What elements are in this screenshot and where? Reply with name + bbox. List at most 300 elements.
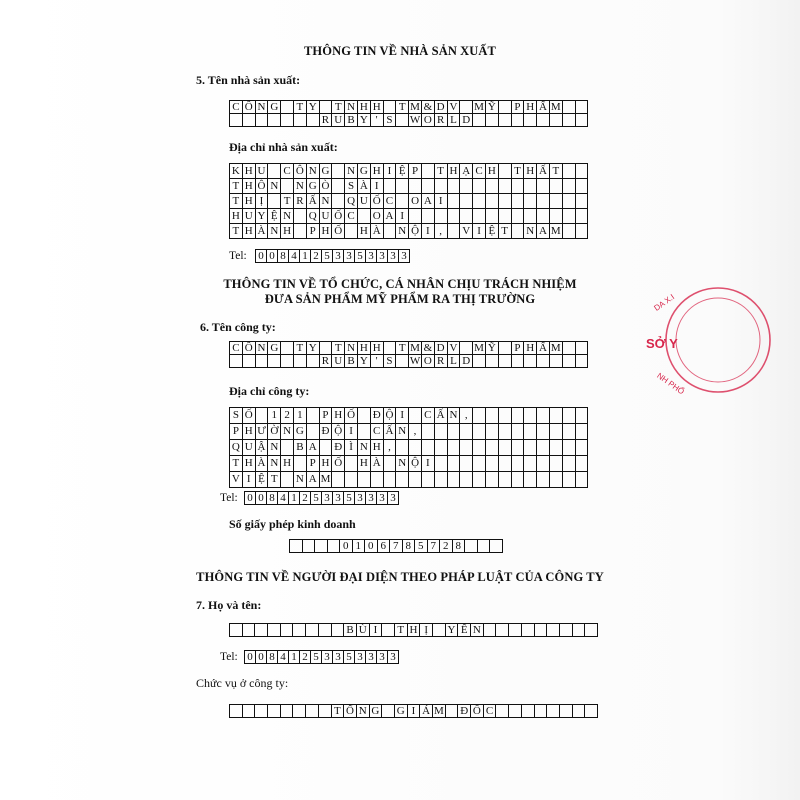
char-box: T <box>396 101 409 114</box>
char-box: P <box>307 456 320 472</box>
char-box <box>435 456 448 472</box>
char-box: N <box>320 194 333 209</box>
char-box <box>576 440 589 456</box>
char-box <box>307 408 320 424</box>
char-box <box>409 408 422 424</box>
char-box <box>358 472 371 488</box>
char-box: 3 <box>333 492 344 505</box>
char-box: Ố <box>345 408 358 424</box>
company-tel-grid <box>244 491 399 505</box>
char-box <box>547 624 560 637</box>
char-box: 3 <box>344 250 355 263</box>
char-box <box>499 342 512 355</box>
char-box <box>448 194 461 209</box>
legal-rep-name-label: 7. Họ và tên: <box>196 598 262 612</box>
char-box <box>550 472 563 488</box>
char-box <box>550 209 563 224</box>
char-box: 8 <box>267 651 278 664</box>
char-box <box>512 472 525 488</box>
char-box <box>435 179 448 194</box>
char-box <box>384 224 397 239</box>
char-box: Ị <box>420 624 433 637</box>
char-box <box>473 472 486 488</box>
char-box: Ỹ <box>486 101 499 114</box>
char-box: T <box>332 342 345 355</box>
char-box <box>281 624 294 637</box>
char-box: G <box>320 164 333 179</box>
char-box <box>422 424 435 440</box>
stamp-text-bottom: NH PHỐ <box>655 371 686 397</box>
char-box <box>281 472 294 488</box>
char-box: H <box>524 101 537 114</box>
char-box <box>563 164 576 179</box>
char-box <box>448 209 461 224</box>
char-box: T <box>499 224 512 239</box>
char-box: 3 <box>366 250 377 263</box>
char-box <box>576 456 589 472</box>
char-box <box>486 355 499 368</box>
char-box: I <box>371 179 384 194</box>
char-box: T <box>230 456 243 472</box>
char-box <box>448 440 461 456</box>
char-box: U <box>243 209 256 224</box>
char-box <box>537 194 550 209</box>
char-box: L <box>448 355 461 368</box>
char-box <box>522 624 535 637</box>
char-box: 8 <box>403 540 416 553</box>
char-box: Ẩ <box>537 101 550 114</box>
char-box: C <box>422 408 435 424</box>
char-box: O <box>422 355 435 368</box>
char-box: 5 <box>311 651 322 664</box>
char-box: 1 <box>289 492 300 505</box>
char-box: K <box>230 164 243 179</box>
char-box: T <box>395 624 408 637</box>
stamp-text-top: DA X.I <box>652 292 677 313</box>
char-box: H <box>281 456 294 472</box>
char-box <box>512 424 525 440</box>
char-box <box>563 179 576 194</box>
char-box: T <box>332 101 345 114</box>
char-box <box>320 342 333 355</box>
char-box: U <box>332 114 345 127</box>
char-box: P <box>409 164 422 179</box>
char-box <box>537 408 550 424</box>
char-box: Á <box>420 705 433 718</box>
char-box <box>460 456 473 472</box>
char-box: T <box>281 194 294 209</box>
char-box: A <box>422 194 435 209</box>
char-box: H <box>408 624 421 637</box>
char-box <box>576 164 589 179</box>
manufacturer-section-title: THÔNG TIN VỀ NHÀ SẢN XUẤT <box>303 44 496 58</box>
char-box <box>382 624 395 637</box>
char-box <box>435 209 448 224</box>
char-box: Đ <box>332 440 345 456</box>
char-box <box>499 440 512 456</box>
responsible-section-title-line2: ĐƯA SẢN PHẨM MỸ PHẨM RA THỊ TRƯỜNG <box>264 292 536 306</box>
char-box <box>396 440 409 456</box>
char-box: H <box>332 408 345 424</box>
char-box <box>573 705 586 718</box>
char-box <box>496 705 509 718</box>
char-box: 3 <box>388 651 399 664</box>
char-box <box>435 440 448 456</box>
char-box: P <box>307 224 320 239</box>
company-name-label: 6. Tên công ty: <box>200 320 276 334</box>
char-box <box>563 456 576 472</box>
char-box <box>499 456 512 472</box>
char-box <box>384 342 397 355</box>
char-box: 3 <box>322 492 333 505</box>
char-box <box>524 408 537 424</box>
char-box <box>563 209 576 224</box>
char-box: N <box>268 224 281 239</box>
char-box: N <box>524 224 537 239</box>
char-box <box>268 355 281 368</box>
char-box <box>473 408 486 424</box>
char-box: C <box>484 705 497 718</box>
char-box <box>486 194 499 209</box>
char-box: M <box>473 101 486 114</box>
char-box: N <box>268 179 281 194</box>
char-box: N <box>471 624 484 637</box>
char-box: D <box>460 114 473 127</box>
char-box: P <box>512 342 525 355</box>
char-box <box>281 440 294 456</box>
legal-rep-tel-grid <box>244 650 399 664</box>
char-box: 3 <box>399 250 410 263</box>
char-box: C <box>230 342 243 355</box>
char-box <box>537 440 550 456</box>
char-box: 2 <box>300 492 311 505</box>
char-box <box>473 440 486 456</box>
char-box <box>315 540 328 553</box>
char-box: T <box>294 342 307 355</box>
char-box: 5 <box>344 492 355 505</box>
char-box <box>496 624 509 637</box>
char-box: ' <box>371 114 384 127</box>
char-box: N <box>357 705 370 718</box>
char-box: P <box>512 101 525 114</box>
char-box <box>332 624 345 637</box>
char-box <box>294 209 307 224</box>
char-box: H <box>243 194 256 209</box>
char-box: Q <box>345 194 358 209</box>
char-box <box>268 194 281 209</box>
char-box: 2 <box>281 408 294 424</box>
char-box: B <box>294 440 307 456</box>
char-box: M <box>409 101 422 114</box>
char-box: 0 <box>256 651 267 664</box>
char-box <box>332 194 345 209</box>
char-box <box>550 114 563 127</box>
char-box <box>409 440 422 456</box>
char-box: Ờ <box>268 424 281 440</box>
char-box: M <box>433 705 444 717</box>
char-box <box>460 194 473 209</box>
char-box: À <box>256 224 269 239</box>
char-box <box>460 179 473 194</box>
char-box: A <box>384 209 397 224</box>
char-box: Ố <box>471 705 484 718</box>
char-box <box>243 355 256 368</box>
char-box <box>522 705 535 718</box>
char-box <box>460 101 473 114</box>
char-box: I <box>435 194 448 209</box>
char-box: T <box>512 164 525 179</box>
char-box <box>563 440 576 456</box>
char-box <box>293 624 306 637</box>
char-box: N <box>448 408 461 424</box>
char-box: 1 <box>353 540 366 553</box>
char-box: 3 <box>333 651 344 664</box>
char-box: G <box>294 424 307 440</box>
char-box <box>563 472 576 488</box>
char-box <box>268 114 281 127</box>
char-box <box>512 355 525 368</box>
char-box: 3 <box>377 651 388 664</box>
char-box <box>550 424 563 440</box>
char-box <box>563 194 576 209</box>
char-box: Ò <box>320 179 333 194</box>
char-box: Ộ <box>332 424 345 440</box>
char-box: 4 <box>289 250 300 263</box>
char-box <box>293 705 306 718</box>
char-box: U <box>256 164 269 179</box>
char-box <box>524 440 537 456</box>
char-box: H <box>243 164 256 179</box>
char-box: N <box>281 424 294 440</box>
char-box <box>524 114 537 127</box>
char-box <box>576 179 589 194</box>
char-box <box>550 355 563 368</box>
char-box <box>512 114 525 127</box>
char-box <box>550 408 563 424</box>
char-box <box>384 179 397 194</box>
char-box <box>563 408 576 424</box>
char-box: 5 <box>415 540 428 553</box>
char-box: 1 <box>300 250 311 263</box>
char-box: H <box>243 224 256 239</box>
char-box: 3 <box>388 250 399 263</box>
char-box: Ộ <box>384 408 397 424</box>
char-box: R <box>320 114 333 127</box>
char-box <box>268 624 281 637</box>
char-box: N <box>345 342 358 355</box>
char-box: Ố <box>243 408 256 424</box>
char-box <box>332 164 345 179</box>
char-box <box>499 408 512 424</box>
char-box: I <box>345 424 358 440</box>
char-box: S <box>345 179 358 194</box>
char-box: V <box>448 101 461 114</box>
char-box <box>319 624 332 637</box>
char-box: Ư <box>256 424 269 440</box>
char-box: Y <box>307 101 320 114</box>
char-box <box>465 540 478 553</box>
char-box <box>294 224 307 239</box>
char-box <box>281 179 294 194</box>
char-box: N <box>281 209 294 224</box>
char-box <box>473 209 486 224</box>
char-box <box>306 624 319 637</box>
char-box <box>230 355 243 368</box>
char-box: H <box>281 224 294 239</box>
char-box: C <box>345 209 358 224</box>
char-box <box>332 179 345 194</box>
char-box: 5 <box>311 492 322 505</box>
char-box <box>281 101 294 114</box>
char-box <box>256 114 269 127</box>
char-box: Q <box>230 440 243 456</box>
char-box <box>433 624 446 637</box>
char-box <box>512 179 525 194</box>
char-box <box>486 179 499 194</box>
char-box: À <box>371 224 384 239</box>
char-box: V <box>460 224 473 239</box>
business-license-grid <box>289 539 503 553</box>
char-box <box>576 194 589 209</box>
char-box: Ô <box>256 179 269 194</box>
char-box <box>473 424 486 440</box>
char-box: T <box>230 194 243 209</box>
char-box: 3 <box>355 651 366 664</box>
char-box: 3 <box>377 250 388 263</box>
char-box <box>281 342 294 355</box>
company-address-grid <box>229 407 588 488</box>
char-box <box>255 705 268 718</box>
char-box: H <box>358 101 371 114</box>
char-box <box>328 540 341 553</box>
char-box: 3 <box>366 492 377 505</box>
char-box <box>573 624 586 637</box>
char-box: ' <box>371 355 384 368</box>
char-box: I <box>370 624 383 637</box>
char-box <box>576 408 589 424</box>
char-box: Ố <box>371 194 384 209</box>
char-box <box>345 224 358 239</box>
char-box <box>294 355 307 368</box>
char-box <box>563 114 576 127</box>
char-box: A <box>307 472 320 488</box>
char-box: Ộ <box>409 224 422 239</box>
char-box <box>243 705 256 718</box>
char-box <box>358 408 371 424</box>
char-box: Y <box>358 114 371 127</box>
char-box: B <box>345 114 358 127</box>
char-box <box>563 224 576 239</box>
char-box: P <box>320 408 333 424</box>
char-box: A <box>307 440 320 456</box>
char-box <box>303 540 316 553</box>
char-box <box>396 355 409 368</box>
char-box: I <box>396 209 409 224</box>
char-box: 0 <box>340 540 353 553</box>
char-box: G <box>268 342 281 355</box>
char-box <box>499 355 512 368</box>
responsible-section-title-line1: THÔNG TIN VỀ TỔ CHỨC, CÁ NHÂN CHỊU TRÁCH NHIỆM <box>223 277 577 291</box>
char-box: Y <box>256 209 269 224</box>
char-box: 4 <box>278 492 289 505</box>
char-box: H <box>320 456 333 472</box>
company-name-grid <box>229 341 588 368</box>
char-box <box>256 355 269 368</box>
char-box: N <box>256 342 269 355</box>
char-box <box>422 164 435 179</box>
char-box: Ỹ <box>486 342 499 355</box>
char-box: 3 <box>366 651 377 664</box>
char-box <box>332 472 345 488</box>
char-box <box>243 114 256 127</box>
char-box: M <box>550 101 563 114</box>
char-box <box>499 164 512 179</box>
char-box: I <box>422 456 435 472</box>
char-box: G <box>370 705 383 718</box>
char-box <box>509 624 522 637</box>
char-box <box>499 472 512 488</box>
char-box <box>537 355 550 368</box>
char-box: T <box>550 164 563 179</box>
char-box: M <box>473 342 486 355</box>
char-box <box>524 355 537 368</box>
char-box <box>486 424 499 440</box>
char-box: O <box>371 209 384 224</box>
char-box <box>435 472 448 488</box>
char-box: V <box>448 342 461 355</box>
char-box <box>307 424 320 440</box>
char-box <box>537 424 550 440</box>
char-box: Đ <box>371 408 384 424</box>
char-box: H <box>230 209 243 224</box>
char-box <box>382 705 395 718</box>
char-box: S <box>230 408 243 424</box>
char-box <box>576 424 589 440</box>
char-box <box>499 114 512 127</box>
char-box <box>535 705 548 718</box>
char-box <box>563 355 576 368</box>
char-box <box>486 408 499 424</box>
char-box <box>535 624 548 637</box>
char-box <box>319 705 332 718</box>
char-box: 0 <box>245 492 256 505</box>
char-box: 0 <box>256 492 267 505</box>
char-box <box>409 209 422 224</box>
char-box: M <box>409 342 422 355</box>
char-box <box>358 424 371 440</box>
char-box: T <box>332 705 345 718</box>
char-box: H <box>371 164 384 179</box>
char-box <box>499 179 512 194</box>
char-box: 5 <box>322 250 333 263</box>
char-box <box>512 194 525 209</box>
char-box: 5 <box>344 651 355 664</box>
char-box <box>396 472 409 488</box>
char-box <box>345 472 358 488</box>
char-box <box>446 705 459 718</box>
char-box: 2 <box>311 250 322 263</box>
char-box: N <box>345 101 358 114</box>
char-box: I <box>396 408 409 424</box>
char-box <box>294 114 307 127</box>
char-box <box>585 624 598 637</box>
char-box <box>281 355 294 368</box>
char-box: Ế <box>458 624 471 637</box>
char-box: Ệ <box>486 224 499 239</box>
char-box <box>460 472 473 488</box>
char-box: N <box>396 224 409 239</box>
char-box <box>576 355 589 368</box>
